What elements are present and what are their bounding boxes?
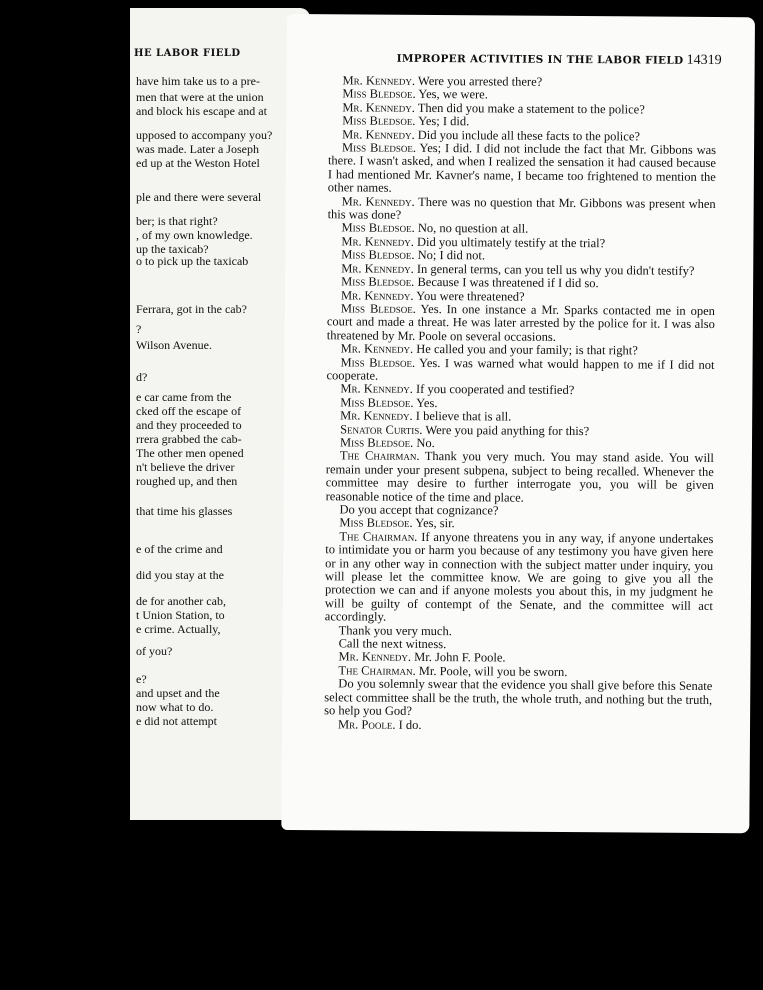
- left-text-line: and they proceeded to: [136, 418, 242, 432]
- speaker-name: Mr. Kennedy.: [340, 341, 414, 357]
- speaker-name: Mr. Kennedy.: [341, 234, 414, 249]
- paragraph-text: Mr. John F. Poole.: [410, 650, 506, 666]
- paragraph-text: Yes; I did. I did not include the fact that Mr. Gibbons was there. I wasn't asked, and when I realized the sensation it had caused because I had mentioned Mr. Kavner's name, I became too frightened to mention the other names.: [327, 140, 717, 195]
- transcript-paragraph: [326, 450, 714, 506]
- speaker-name: Mr. Kennedy.: [338, 649, 412, 665]
- left-text-line: upposed to accompany you?: [136, 128, 273, 142]
- transcript-paragraph: [328, 195, 716, 225]
- right-page: [281, 14, 755, 833]
- speaker-name: Miss Bledsoe.: [340, 354, 416, 370]
- left-text-line: e crime. Actually,: [136, 622, 221, 636]
- paragraph-text: Thank you very much.: [338, 623, 452, 638]
- transcript-paragraph: [324, 718, 712, 734]
- paragraph-text: Then did you make a statement to the police?: [414, 100, 645, 117]
- paragraph-text: No.: [413, 435, 435, 451]
- speaker-name: Senator Curtis.: [340, 421, 423, 437]
- left-text-line: up the taxicab?: [136, 242, 209, 256]
- left-text-line: was made. Later a Joseph: [136, 142, 259, 156]
- left-text-line: e?: [136, 672, 147, 686]
- speaker-name: Mr. Kennedy.: [342, 73, 416, 88]
- speaker-name: Miss Bledsoe.: [341, 247, 415, 263]
- speaker-name: The Chairman.: [339, 448, 420, 464]
- left-text-line: ed up at the Weston Hotel: [136, 156, 260, 170]
- left-text-line: Ferrara, got in the cab?: [136, 302, 247, 316]
- paragraph-text: Did you include all these facts to the police?: [414, 127, 641, 144]
- left-running-header: HE LABOR FIELD: [134, 48, 241, 59]
- paragraph-text: Thank you very much. You may stand aside. You will remain under your present subpena, subject to being recalled. Whenever the committee may desire to further interrogate you, you will be given reasonable notice of the time and place.: [325, 449, 714, 505]
- paragraph-text: Call the next witness.: [338, 636, 447, 652]
- left-text-line: t Union Station, to: [136, 608, 225, 622]
- speaker-name: Mr. Kennedy.: [341, 194, 415, 209]
- paragraph-text: I believe that is all.: [412, 409, 512, 424]
- speaker-name: Mr. Kennedy.: [340, 381, 413, 397]
- left-text-line: , of my own knowledge.: [136, 228, 253, 242]
- speaker-name: Mr. Kennedy.: [341, 261, 414, 276]
- transcript-paragraph: [326, 356, 714, 386]
- left-text-line: rrera grabbed the cab-: [136, 432, 242, 446]
- paragraph-text: He called you and your family; is that right?: [413, 342, 638, 358]
- left-text-line: n't believe the driver: [136, 460, 235, 474]
- speaker-name: Miss Bledsoe.: [342, 113, 416, 129]
- left-text-line: o to pick up the taxicab: [136, 254, 249, 268]
- left-text-line: de for another cab,: [136, 594, 226, 608]
- paragraph-text: Do you solemnly swear that the evidence you shall give before this Senate select committee shall be the truth, the whole truth, and nothing but the truth, so help you God?: [324, 676, 713, 718]
- speaker-name: Mr. Kennedy.: [340, 408, 413, 424]
- left-text-line: that time his glasses: [136, 504, 233, 518]
- speaker-name: Mr. Kennedy.: [340, 287, 414, 303]
- left-text-line: Wilson Avenue.: [136, 338, 212, 352]
- testimony-text: [324, 74, 717, 734]
- paragraph-text: Were you paid anything for this?: [422, 422, 590, 438]
- left-text-line: ?: [136, 322, 142, 336]
- speaker-name: Miss Bledsoe.: [340, 301, 417, 316]
- running-header: IMPROPER ACTIVITIES IN THE LABOR FIELD: [396, 52, 684, 67]
- speaker-name: Miss Bledsoe.: [342, 140, 417, 155]
- paragraph-text: Yes, we were.: [415, 87, 488, 102]
- speaker-name: Miss Bledsoe.: [342, 86, 416, 102]
- paragraph-text: Were you arrested there?: [415, 73, 543, 89]
- left-text-line: d?: [136, 370, 148, 384]
- left-text-line: of you?: [136, 644, 173, 658]
- paragraph-text: Mr. Poole, will you be sworn.: [415, 663, 568, 679]
- speaker-name: Miss Bledsoe.: [340, 395, 414, 410]
- transcript-paragraph: [324, 678, 712, 721]
- speaker-name: The Chairman.: [338, 663, 416, 678]
- left-text-line: did you stay at the: [136, 568, 224, 582]
- paragraph-text: Yes. I was warned what would happen to me if I did not cooperate.: [326, 355, 715, 383]
- left-text-line: cked off the escape of: [136, 404, 242, 418]
- paragraph-text: You were threatened?: [413, 288, 525, 304]
- paragraph-text: I do.: [395, 717, 422, 732]
- page-number: 14319: [686, 52, 722, 69]
- paragraph-text: Because I was threatened if I did so.: [414, 274, 599, 291]
- transcript-paragraph: [325, 530, 714, 627]
- paragraph-text: Did you ultimately testify at the trial?: [413, 234, 606, 251]
- speaker-name: Mr. Kennedy.: [342, 100, 415, 115]
- paragraph-text: Yes.: [413, 395, 438, 410]
- paragraph-text: No; I did not.: [414, 248, 486, 263]
- speaker-name: Miss Bledsoe.: [339, 435, 414, 450]
- left-text-line: ple and there were several: [136, 190, 262, 204]
- speaker-name: Mr. Poole.: [337, 716, 396, 732]
- left-text-line: e car came from the: [136, 390, 232, 404]
- left-text-line: e of the crime and: [136, 542, 223, 556]
- paragraph-text: No, no question at all.: [414, 221, 529, 237]
- speaker-name: Miss Bledsoe.: [341, 220, 415, 236]
- paragraph-text: If anyone threatens you in any way, if anyone undertakes to intimidate you or harm you because of any testimony you have given here or in any other way in connection with the subject matter under inquiry, you will please let the committee know. We are going to give you all the protection we can and if anyone molests you about this, in my judgment he will be guilty of contempt of the Senate, and the committee will act accordingly.: [324, 529, 714, 624]
- left-text-line: have him take us to a pre-: [136, 74, 260, 88]
- paragraph-text: Yes, sir.: [412, 516, 455, 531]
- left-text-line: and upset and the: [136, 686, 220, 700]
- paragraph-text: There was no question that Mr. Gibbons was present when this was done?: [327, 194, 716, 222]
- speaker-name: Miss Bledsoe.: [341, 274, 415, 289]
- speaker-name: Miss Bledsoe.: [339, 515, 413, 531]
- paragraph-text: In general terms, can you tell us why you didn't testify?: [413, 261, 695, 278]
- paragraph-text: If you cooperated and testified?: [412, 382, 575, 398]
- paragraph-text: Do you accept that cognizance?: [339, 502, 499, 518]
- paragraph-text: Yes; I did.: [415, 114, 470, 129]
- left-text-line: and block his escape and at: [136, 104, 267, 118]
- transcript-paragraph: [327, 302, 715, 345]
- left-text-line: roughed up, and then: [136, 474, 238, 488]
- left-text-line: ber; is that right?: [136, 214, 218, 228]
- paragraph-text: Yes. In one instance a Mr. Sparks contacted me in open court and made a threat. He was later arrested by the police for it. I was also threatened by Mr. Poole on several occasions.: [326, 301, 715, 344]
- speaker-name: Mr. Kennedy.: [342, 127, 415, 142]
- transcript-paragraph: [328, 141, 716, 197]
- left-text-line: e did not attempt: [136, 714, 217, 728]
- left-text-line: The other men opened: [136, 446, 244, 460]
- left-text-line: now what to do.: [136, 700, 214, 714]
- speaker-name: The Chairman.: [339, 529, 418, 544]
- left-text-line: men that were at the union: [136, 90, 264, 104]
